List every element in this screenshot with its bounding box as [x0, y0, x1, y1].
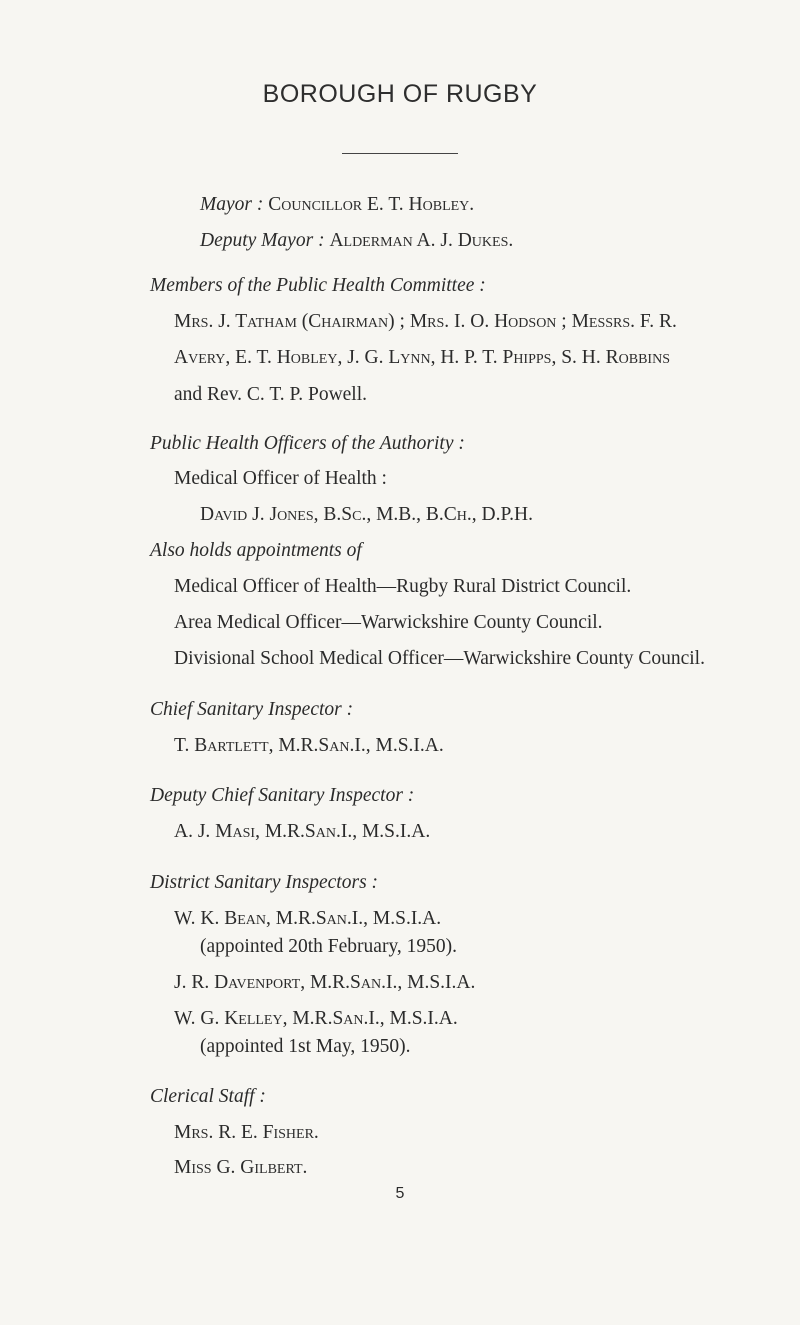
- district-inspector-1-note: (appointed 20th February, 1950).: [200, 936, 458, 957]
- moh-label: Medical Officer of Health :: [174, 468, 387, 489]
- mayor-label: Mayor: [200, 194, 252, 215]
- chief-inspector-heading: Chief Sanitary Inspector: [150, 699, 342, 720]
- clerical-staff-1: Mrs. R. E. Fisher.: [174, 1122, 319, 1143]
- committee-members-line-2: Avery, E. T. Hobley, J. G. Lynn, H. P. T. Phipps, S. H. Robbins: [174, 347, 670, 368]
- chief-inspector-heading-line: Chief Sanitary Inspector :: [150, 699, 354, 720]
- district-inspector-3-note: (appointed 1st May, 1950).: [200, 1036, 411, 1057]
- appointment-item-2: Area Medical Officer—Warwickshire County Council.: [174, 612, 603, 633]
- clerical-heading: Clerical Staff: [150, 1086, 255, 1107]
- committee-heading: Members of the Public Health Committee: [150, 275, 475, 296]
- deputy-inspector-heading: Deputy Chief Sanitary Inspector: [150, 785, 403, 806]
- mayor-line: Mayor : Councillor E. T. Hobley.: [200, 194, 475, 215]
- chief-inspector-name: T. Bartlett, M.R.San.I., M.S.I.A.: [174, 735, 444, 756]
- clerical-staff-2: Miss G. Gilbert.: [174, 1157, 308, 1178]
- district-inspectors-heading: District Sanitary Inspectors: [150, 872, 367, 893]
- appointment-item-1: Medical Officer of Health—Rugby Rural District Council.: [174, 576, 632, 597]
- deputy-inspector-name: A. J. Masi, M.R.San.I., M.S.I.A.: [174, 821, 431, 842]
- appointment-item-3: Divisional School Medical Officer—Warwickshire County Council.: [174, 648, 705, 669]
- page-title: BOROUGH OF RUGBY: [262, 80, 538, 108]
- deputy-mayor-line: Deputy Mayor : Alderman A. J. Dukes.: [200, 230, 514, 251]
- committee-members-line-1: Mrs. J. Tatham (Chairman) ; Mrs. I. O. Hodson ; Messrs. F. R.: [174, 311, 677, 332]
- district-inspectors-heading-line: District Sanitary Inspectors :: [150, 872, 379, 893]
- deputy-mayor-name: Alderman A. J. Dukes.: [329, 230, 514, 251]
- page-number: 5: [395, 1185, 405, 1202]
- mayor-name: Councillor E. T. Hobley.: [268, 194, 475, 215]
- district-inspector-3: W. G. Kelley, M.R.San.I., M.S.I.A.: [174, 1008, 458, 1029]
- district-inspector-1: W. K. Bean, M.R.San.I., M.S.I.A.: [174, 908, 442, 929]
- committee-members-line-3: and Rev. C. T. P. Powell.: [174, 384, 368, 405]
- deputy-mayor-label: Deputy Mayor: [200, 230, 314, 251]
- deputy-inspector-heading-line: Deputy Chief Sanitary Inspector :: [150, 785, 415, 806]
- clerical-heading-line: Clerical Staff :: [150, 1086, 266, 1107]
- district-inspector-2: J. R. Davenport, M.R.San.I., M.S.I.A.: [174, 972, 476, 993]
- appointments-heading: Also holds appointments of: [150, 540, 362, 561]
- officers-heading-line: Public Health Officers of the Authority :: [150, 433, 465, 454]
- moh-name: David J. Jones, B.Sc., M.B., B.Ch., D.P.H.: [200, 504, 534, 525]
- committee-heading-line: Members of the Public Health Committee :: [150, 275, 486, 296]
- officers-heading: Public Health Officers of the Authority: [150, 433, 454, 454]
- title-divider: [342, 153, 458, 154]
